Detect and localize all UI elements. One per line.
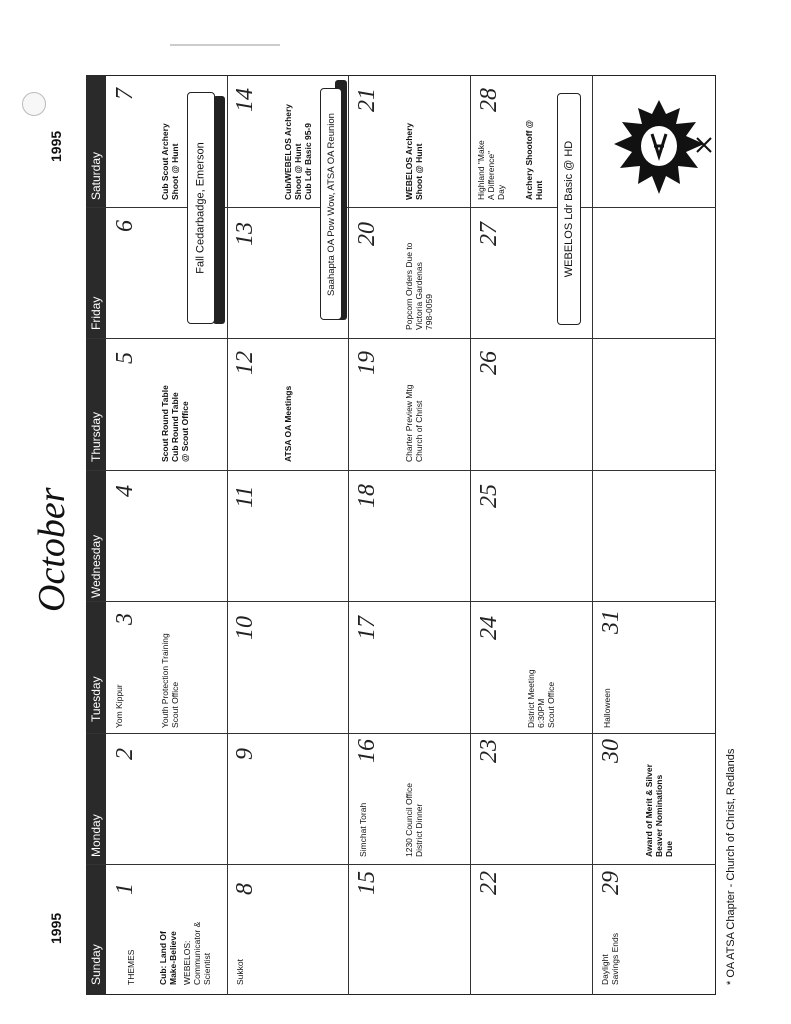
leaf-emblem-icon — [604, 96, 714, 200]
holiday-label: Sukkot — [235, 959, 245, 985]
page-title: October — [31, 487, 73, 612]
date-number: 4 — [112, 485, 138, 497]
row-divider — [86, 470, 716, 471]
event-banner-text: Fall Cedarbadge, Emerson — [195, 142, 207, 274]
date-number: 10 — [232, 616, 258, 640]
footer-note: * OA ATSA Chapter - Church of Christ, Redlands — [725, 748, 737, 985]
date-number: 18 — [354, 484, 380, 508]
row-divider — [86, 338, 716, 339]
event-text: WEBELOS: Communicator & Scientist — [182, 921, 212, 985]
event-text: Cub: Land Of Make-Believe — [158, 931, 178, 985]
day-name-saturday: Saturday — [89, 151, 103, 200]
day-name-sunday: Sunday — [89, 944, 103, 985]
date-number: 3 — [112, 613, 138, 625]
date-number: 11 — [232, 485, 258, 508]
date-number: 31 — [598, 610, 624, 634]
event-text: ATSA OA Meetings — [283, 385, 293, 462]
date-number: 8 — [232, 883, 258, 895]
date-number: 19 — [354, 351, 380, 375]
event-banner — [557, 93, 581, 325]
date-number: 12 — [232, 351, 258, 375]
date-number: 1 — [112, 883, 138, 895]
holiday-label: Yom Kippur — [114, 684, 124, 728]
scan-mark — [170, 44, 280, 46]
date-number: 20 — [354, 222, 380, 246]
date-number: 29 — [598, 871, 624, 895]
event-text: Cub/WEBELOS Archery Shoot @ Hunt Cub Ldr Basic 95-9 — [283, 103, 313, 200]
date-number: 25 — [476, 484, 502, 508]
date-number: 17 — [354, 616, 380, 640]
date-number: 15 — [354, 871, 380, 895]
row-divider — [86, 207, 716, 208]
col-divider — [592, 75, 593, 995]
date-number: 30 — [598, 739, 624, 763]
date-number: 13 — [232, 222, 258, 246]
date-number: 24 — [476, 616, 502, 640]
event-text: Archery Shootoff @ Hunt — [524, 119, 544, 200]
day-name-monday: Monday — [89, 814, 103, 857]
event-banner-text: Saahapta OA Pow Wow, ATSA OA Reunion — [325, 112, 337, 296]
event-text: 1230 Council Office District Dinner — [404, 782, 424, 857]
holiday-label: Halloween — [602, 688, 612, 728]
date-number: 23 — [476, 739, 502, 763]
day-name-wednesday: Wednesday — [89, 534, 103, 598]
col-divider — [470, 75, 471, 995]
day-name-tuesday: Tuesday — [89, 676, 103, 722]
row-divider — [86, 601, 716, 602]
col-divider — [227, 75, 228, 995]
event-banner-text: WEBELOS Ldr Basic @ HD — [563, 140, 576, 278]
event-text: Award of Merit & Silver Beaver Nominations Due — [644, 764, 674, 857]
day-name-friday: Friday — [89, 296, 103, 330]
event-text: Scout Round Table Cub Round Table @ Scout Office — [160, 385, 190, 462]
punch-hole — [22, 92, 46, 116]
event-text: District Meeting 6:30PM Scout Office — [526, 669, 556, 728]
date-number: 9 — [232, 748, 258, 760]
date-number: 28 — [476, 88, 502, 112]
event-banner — [187, 92, 215, 324]
holiday-label: Simchat Torah — [358, 802, 368, 857]
event-text: WEBELOS Archery Shoot @ Hunt — [404, 122, 424, 200]
year-label-bottom: 1995 — [48, 912, 64, 944]
day-name-thursday: Thursday — [89, 411, 103, 462]
event-text: Charter Preview Mtg Church of Christ — [404, 384, 424, 462]
date-number: 22 — [476, 871, 502, 895]
event-text: Youth Protection Training Scout Office — [160, 633, 180, 728]
date-number: 14 — [232, 88, 258, 112]
event-banner — [320, 88, 342, 320]
event-text: Highland "Make A Difference" Day — [476, 140, 506, 200]
holiday-label: Daylight Savings Ends — [600, 933, 620, 985]
date-number: 27 — [476, 222, 502, 246]
date-number: 6 — [112, 220, 138, 232]
event-text: Cub Scout Archery Shoot @ Hunt — [160, 123, 180, 200]
theme-label: THEMES — [126, 949, 136, 985]
row-divider — [86, 864, 716, 865]
year-label-top: 1995 — [48, 130, 64, 162]
date-number: 2 — [112, 748, 138, 760]
date-number: 26 — [476, 351, 502, 375]
date-number: 5 — [112, 352, 138, 364]
date-number: 7 — [112, 88, 138, 100]
event-text: Popcorn Orders Due to Victoria Gardenas 798-0059 — [404, 242, 434, 330]
col-divider — [348, 75, 349, 995]
date-number: 21 — [354, 88, 380, 112]
date-number: 16 — [354, 739, 380, 763]
calendar-grid — [86, 75, 716, 995]
row-divider — [86, 733, 716, 734]
